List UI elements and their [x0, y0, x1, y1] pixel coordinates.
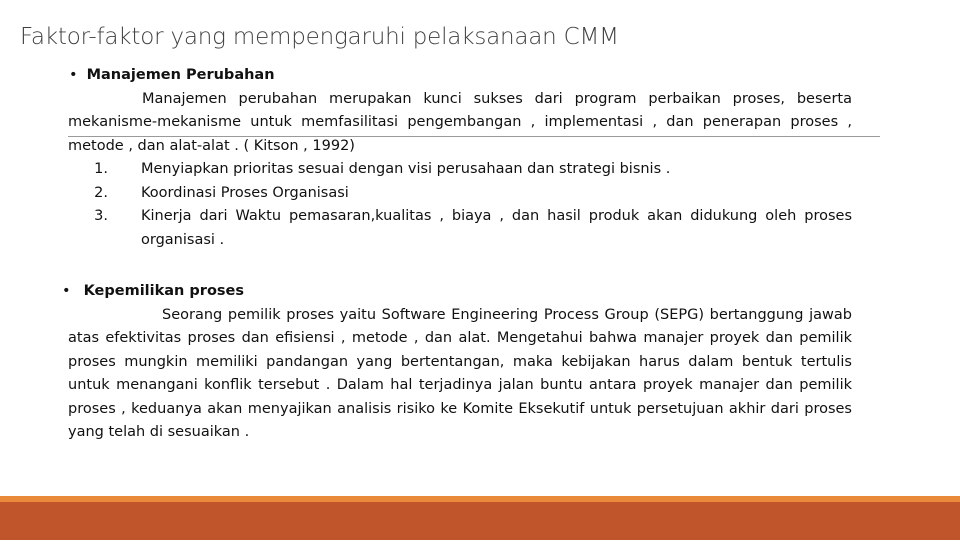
footer-accent-bar [0, 496, 960, 540]
bullet-icon: • [62, 283, 71, 299]
list-item-text: Koordinasi Proses Organisasi [141, 184, 349, 201]
list-item-number: 3. [94, 208, 108, 224]
bullet-icon: • [69, 67, 78, 83]
list-item [68, 182, 852, 206]
list-item-number: 1. [94, 161, 108, 177]
list-item [68, 158, 852, 182]
section-kepemilikan-proses [62, 280, 852, 445]
section-heading-text: Kepemilikan proses [83, 283, 244, 299]
list-item [68, 205, 852, 252]
section-heading [62, 280, 852, 304]
section-paragraph: Manajemen perubahan merupakan kunci sukses dari program perbaikan proses, beserta mekanisme-mekanisme untuk memfasilitasi pengembangan , implementasi , dan penerapan proses , metode , dan alat-alat . ( Kitson , 1992) [68, 90, 852, 154]
slide-title: Faktor-faktor yang mempengaruhi pelaksanaan CMM [20, 24, 619, 50]
list-item-text: Kinerja dari Waktu pemasaran,kualitas , biaya , dan hasil produk akan didukung oleh proses organisasi . [141, 208, 852, 248]
numbered-list [68, 158, 852, 252]
section-manajemen-perubahan [68, 64, 852, 252]
list-item-text: Menyiapkan prioritas sesuai dengan visi perusahaan dan strategi bisnis . [141, 161, 671, 177]
list-item-number: 2. [94, 184, 108, 201]
section-heading [68, 64, 852, 88]
section-paragraph: Seorang pemilik proses yaitu Software Engineering Process Group (SEPG) bertanggung jawab atas efektivitas proses dan efisiensi , metode , dan alat. Mengetahui bahwa manajer proyek dan pemilik proses mungkin memiliki pandangan yang bertentangan, maka kebijakan harus dalam bentuk tertulis untuk menangani konflik tersebut . Dalam hal terjadinya jalan buntu antara proyek manajer dan pemilik proses , keduanya akan menyajikan analisis risiko ke Komite Eksekutif untuk persetujuan akhir dari proses yang telah di sesuaikan . [68, 306, 852, 440]
section-heading-text: Manajemen Perubahan [86, 67, 275, 83]
